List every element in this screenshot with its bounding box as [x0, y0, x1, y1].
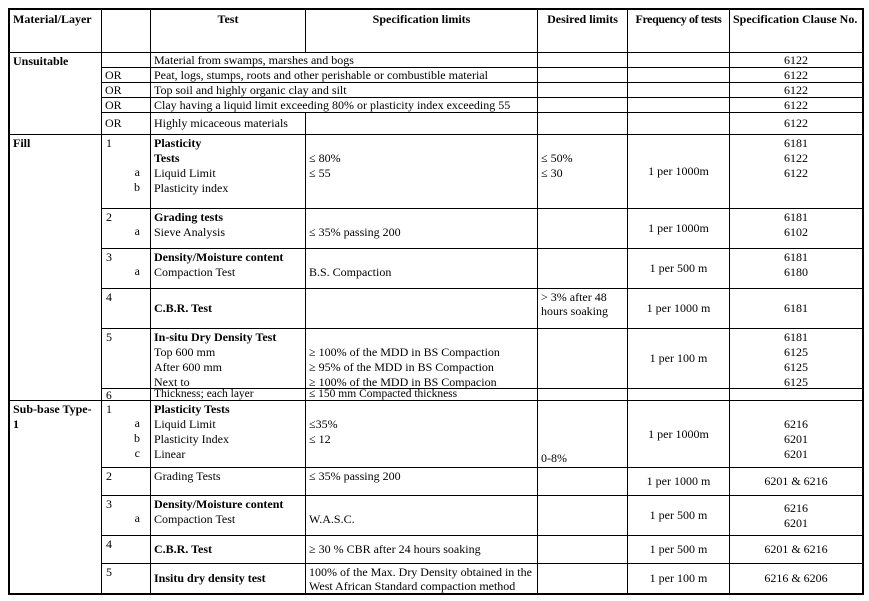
header-frequency-of-tests: Frequency of tests [628, 10, 730, 53]
text-line: a [134, 264, 140, 278]
text-line [309, 330, 534, 345]
cell-test [151, 249, 306, 289]
cell-frequency: 1 per 1000m [628, 401, 730, 468]
cell-frequency: 1 per 1000m [628, 135, 730, 209]
header-empty-cell [102, 10, 151, 53]
text-line: ≤ 55 [309, 166, 331, 180]
text-line: b [134, 180, 140, 194]
empty-cell [628, 53, 730, 68]
text-line: 6181 [784, 210, 808, 224]
specification-table [8, 8, 864, 595]
text-line: W.A.S.C. [309, 512, 355, 526]
text-line: a [134, 511, 140, 525]
text-line: 6122 [784, 166, 808, 180]
text-line: 6102 [784, 225, 808, 239]
cell-test: Insitu dry density test [151, 564, 306, 593]
cell-row-number [102, 536, 151, 564]
text-line [309, 497, 534, 512]
text-line: In-situ Dry Density Test [154, 330, 277, 344]
cell-test: C.B.R. Test [151, 289, 306, 329]
cell-spec-limits [306, 329, 538, 389]
cell-row-number [102, 401, 151, 468]
header-test: Test [151, 10, 306, 53]
cell-clause [730, 209, 862, 249]
cell-row-number [102, 289, 151, 329]
row-number: 3 [106, 250, 112, 264]
text-line: 6180 [784, 265, 808, 279]
text-line: 6201 [784, 432, 808, 446]
text-line: ≤35% [309, 417, 338, 431]
empty-cell [628, 83, 730, 98]
empty-cell [538, 68, 628, 83]
row-number: 5 [106, 330, 112, 344]
text-line: 6125 [784, 375, 808, 389]
cell-row-number [102, 135, 151, 209]
empty-cell [538, 496, 628, 536]
empty-cell [538, 249, 628, 289]
row-label-unsuitable: Unsuitable [10, 53, 102, 135]
text-line: Plasticity index [154, 181, 229, 195]
cell-or [102, 53, 151, 68]
cell-test: Thickness; each layer [151, 389, 306, 401]
cell-test [151, 209, 306, 249]
empty-cell [538, 468, 628, 496]
text-line: ≥ 95% of the MDD in BS Compaction [309, 360, 494, 374]
cell-row-number [102, 564, 151, 593]
text-line: 6122 [784, 151, 808, 165]
cell-or: OR [102, 83, 151, 98]
text-line: a [134, 416, 140, 430]
cell-frequency: 1 per 500 m [628, 536, 730, 564]
text-line: Liquid Limit [154, 166, 216, 180]
text-line: After 600 mm [154, 360, 222, 374]
text-line: a [134, 224, 140, 238]
cell-clause [730, 249, 862, 289]
cell-row-number [102, 496, 151, 536]
header-desired-limits: Desired limits [538, 10, 628, 53]
empty-cell [628, 389, 730, 401]
empty-cell [538, 209, 628, 249]
text-line [309, 210, 534, 225]
row-label-subbase-type-1 [10, 401, 102, 593]
cell-test [151, 135, 306, 209]
text-line: Liquid Limit [154, 417, 216, 431]
text-line: Density/Moisture content [154, 250, 284, 264]
header-material-layer: Material/Layer [10, 10, 102, 53]
text-line: ≤ 30 [541, 166, 563, 180]
text-line: Next to [154, 375, 190, 389]
cell-desired-limits: 0-8% [538, 401, 628, 468]
text-line: B.S. Compaction [309, 265, 392, 279]
empty-cell [538, 564, 628, 593]
empty-cell [538, 329, 628, 389]
row-number: 1 [106, 136, 112, 150]
cell-frequency: 1 per 1000 m [628, 289, 730, 329]
cell-or: OR [102, 113, 151, 135]
cell-test [151, 329, 306, 389]
cell-row-number [102, 209, 151, 249]
cell-test: Grading Tests [151, 468, 306, 496]
cell-row-number [102, 389, 151, 401]
empty-cell [628, 113, 730, 135]
cell-clause [730, 329, 862, 389]
cell-frequency: 1 per 1000m [628, 209, 730, 249]
empty-cell [628, 98, 730, 113]
cell-spec-limits [306, 135, 538, 209]
cell-row-number [102, 329, 151, 389]
cell-spec-limits [306, 496, 538, 536]
text-line: Linear [154, 447, 186, 461]
row-number: 5 [106, 565, 112, 579]
cell-spec-limits: ≤ 35% passing 200 [306, 468, 538, 496]
row-number: 2 [106, 210, 112, 224]
text-line: ≥ 100% of the MDD in BS Compaction [309, 345, 500, 359]
text-line: 6181 [784, 250, 808, 264]
text-line: ≥ 100% of the MDD in BS Compacion [309, 375, 497, 389]
cell-clause: 6201 & 6216 [730, 536, 862, 564]
text-line: ≤ 12 [309, 432, 331, 446]
text-line: 6216 [784, 417, 808, 431]
text-line [309, 402, 534, 417]
cell-clause [730, 496, 862, 536]
row-number: 1 [106, 402, 112, 416]
text-line: Compaction Test [154, 512, 236, 526]
empty-cell [306, 113, 538, 135]
row-label-fill: Fill [10, 135, 102, 401]
header-specification-clause-no: Specification Clause No. [730, 10, 862, 53]
cell-test [151, 401, 306, 468]
text-line: Plasticity Tests [154, 402, 230, 416]
text-line: Compaction Test [154, 265, 236, 279]
cell-row-number [102, 249, 151, 289]
cell-frequency: 1 per 500 m [628, 249, 730, 289]
text-line: c [134, 446, 140, 460]
text-line [309, 136, 534, 151]
cell-test: Clay having a liquid limit exceeding 80% or plasticity index exceeding 55 [151, 98, 538, 113]
cell-clause: 6201 & 6216 [730, 468, 862, 496]
text-line [105, 150, 140, 165]
text-line [733, 402, 859, 417]
text-line: 6181 [784, 136, 808, 150]
text-line: 6201 [784, 515, 808, 530]
text-line: ≤ 35% passing 200 [309, 225, 401, 239]
cell-desired-limits [538, 135, 628, 209]
cell-clause: 6122 [730, 98, 862, 113]
cell-frequency: 1 per 500 m [628, 496, 730, 536]
cell-clause: 6122 [730, 68, 862, 83]
text-line: 6181 [784, 330, 808, 344]
empty-cell [538, 389, 628, 401]
text-line: ≤ 80% [309, 151, 341, 165]
cell-clause [730, 401, 862, 468]
cell-spec-limits [306, 401, 538, 468]
row-number: 2 [106, 469, 112, 483]
text-line: a [134, 165, 140, 179]
text-line: Plasticity Index [154, 432, 229, 446]
empty-cell [538, 536, 628, 564]
cell-row-number [102, 468, 151, 496]
text-line: Grading tests [154, 210, 223, 224]
row-number: 6 [106, 390, 112, 402]
text-line [309, 250, 534, 265]
empty-cell [628, 68, 730, 83]
text-line: Tests [154, 151, 180, 165]
cell-frequency: 1 per 1000 m [628, 468, 730, 496]
text-line [541, 136, 624, 151]
cell-spec-limits: 100% of the Max. Dry Density obtained in the West African Standard compaction method [306, 564, 538, 593]
text-line: b [134, 431, 140, 445]
row-number: 4 [106, 290, 112, 304]
cell-clause: 6122 [730, 113, 862, 135]
text-line: Density/Moisture content [154, 497, 284, 511]
cell-frequency: 1 per 100 m [628, 564, 730, 593]
row-number: 4 [106, 537, 112, 551]
text-line: 6125 [784, 345, 808, 359]
cell-spec-limits [306, 249, 538, 289]
row-number: 3 [106, 497, 112, 511]
cell-clause: 6122 [730, 83, 862, 98]
cell-clause [730, 135, 862, 209]
cell-or: OR [102, 98, 151, 113]
header-specification-limits: Specification limits [306, 10, 538, 53]
text-line: Plasticity [154, 136, 202, 150]
empty-cell [306, 289, 538, 329]
cell-test: Peat, logs, stumps, roots and other perishable or combustible material [151, 68, 538, 83]
text-line: Sieve Analysis [154, 225, 225, 239]
text-line: 6125 [784, 360, 808, 374]
text-line: ≤ 50% [541, 151, 573, 165]
empty-cell [538, 83, 628, 98]
empty-cell [730, 389, 862, 401]
cell-or: OR [102, 68, 151, 83]
cell-desired-limits: > 3% after 48 hours soaking [538, 289, 628, 329]
empty-cell [538, 113, 628, 135]
cell-test: C.B.R. Test [151, 536, 306, 564]
text-line: 6216 [784, 500, 808, 515]
cell-spec-limits: ≤ 150 mm Compacted thickness [306, 389, 538, 401]
cell-test: Material from swamps, marshes and bogs [151, 53, 538, 68]
empty-cell [538, 98, 628, 113]
text-line: Sub-base Type- [13, 402, 92, 416]
cell-clause: 6216 & 6206 [764, 571, 828, 585]
cell-clause: 6122 [730, 53, 862, 68]
cell-spec-limits [306, 209, 538, 249]
cell-spec-limits: ≥ 30 % CBR after 24 hours soaking [306, 536, 538, 564]
cell-clause: 6181 [730, 289, 862, 329]
empty-cell [538, 53, 628, 68]
text-line: 1 [13, 417, 19, 431]
cell-test: Highly micaceous materials [151, 113, 306, 135]
cell-test: Top soil and highly organic clay and silt [151, 83, 538, 98]
cell-test [151, 496, 306, 536]
text-line: 6201 [784, 447, 808, 461]
text-line: Top 600 mm [154, 345, 216, 359]
cell-frequency: 1 per 100 m [628, 329, 730, 389]
